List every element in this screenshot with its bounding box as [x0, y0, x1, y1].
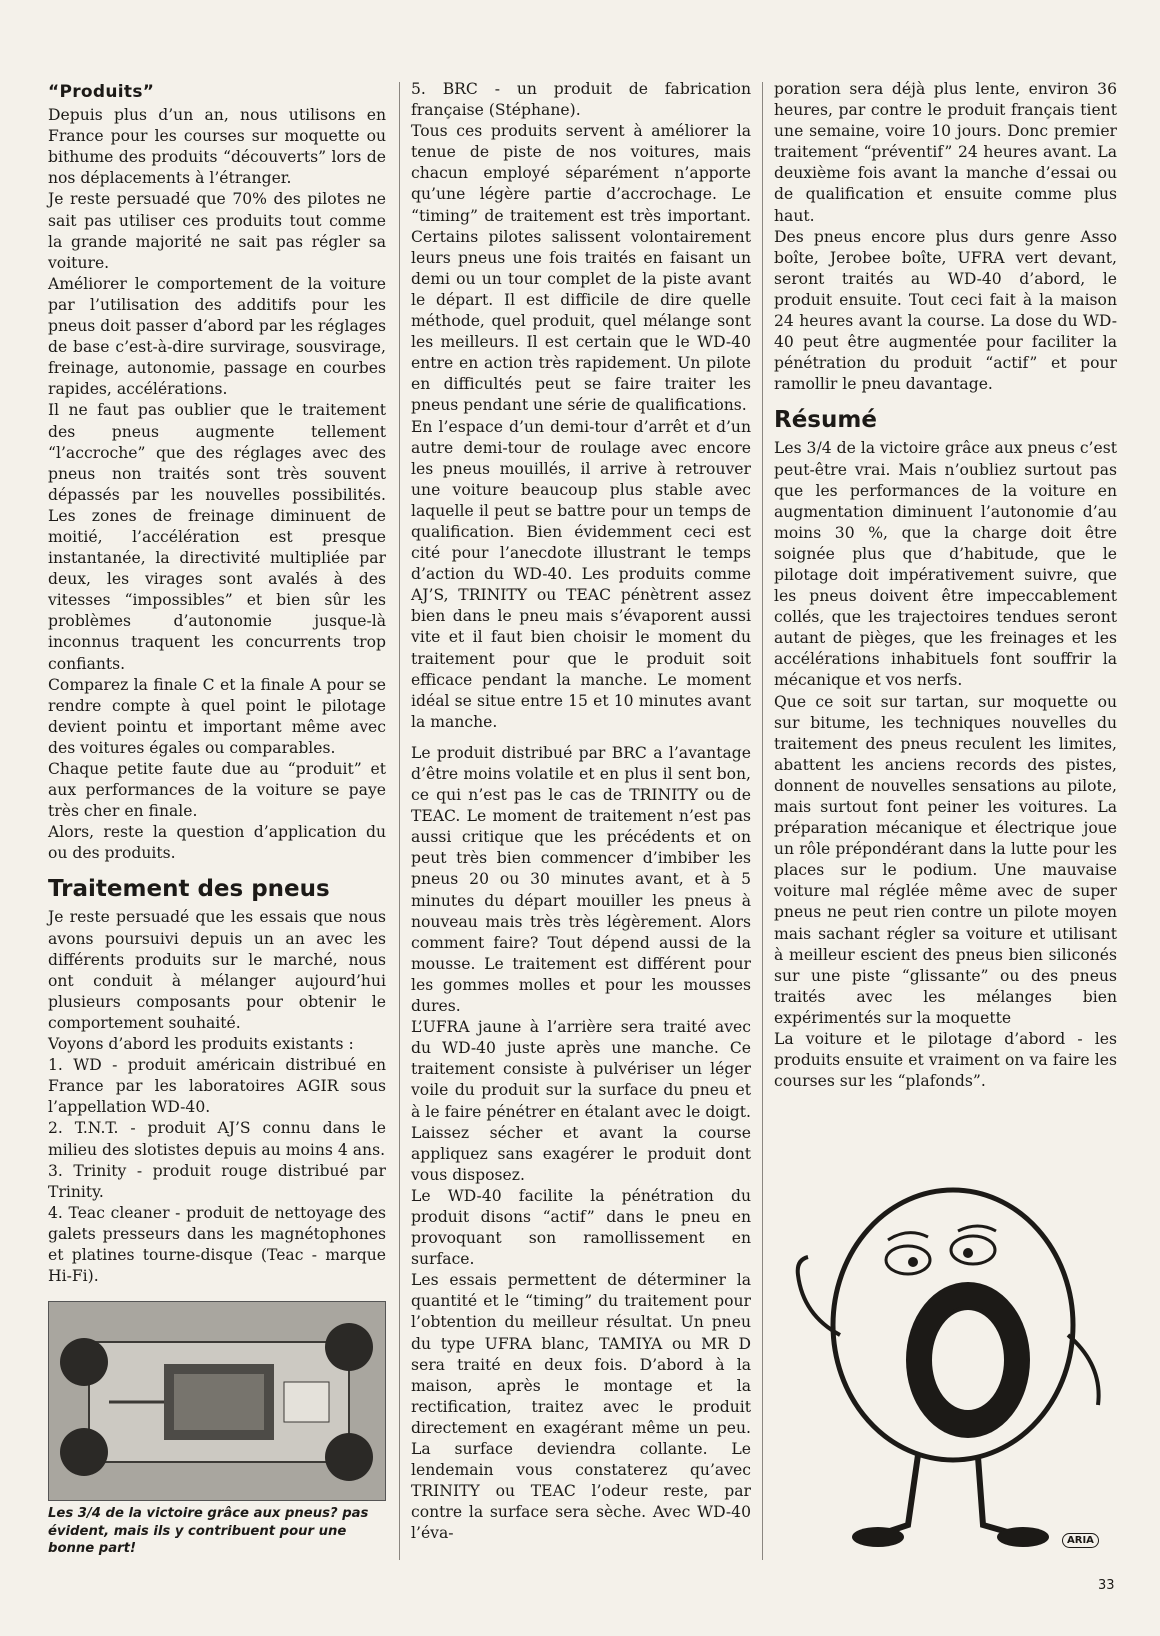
paragraph: Je reste persuadé que les essais que nous avons poursuivi depuis un an avec les différents produits sur le marché, nous ont conduit à mélanger aujourd’hui plusieurs composants pour obtenir le comportement souhaité. — [48, 908, 386, 1032]
paragraph: Depuis plus d’un an, nous utilisons en France pour les courses sur moquette ou bithume des produits “découverts” lors de nos déplacements à l’étranger. — [48, 106, 386, 188]
paragraph: Le WD-40 facilite la pénétration du produit disons “actif” dans le pneu en provoquant son ramollissement en surface. — [411, 1186, 751, 1269]
heading-produits: “Produits” — [48, 82, 155, 102]
paragraph: Il ne faut pas oublier que le traitement des pneus augmente tellement “l’accroche” que des réglages avec des pneus non traités sont très souvent dépassés par les nouvelles possibilités. Les zones de freinage diminuent de moitié, l’accélération est presque instantanée, la directivité multipliée par deux, les virages sont avalés à des vitesses “impossibles” et bien sûr les problèmes d’autonomie jusque-là inconnus traquent les concurrents trop confiants. — [48, 401, 386, 673]
heading-traitement-des-pneus: Traitement des pneus — [48, 876, 330, 903]
paragraph: Les 3/4 de la victoire grâce aux pneus c’est peut-être vrai. Mais n’oubliez surtout pas que les performances de la voiture en augmentation diminuent l’autonomie d’au moins 30 %, que la charge doit être soignée plus que d’habitude, que le pilotage doit impérativement suivre, que les pneus doivent être impeccablement collés, que les trajectoires tendues seront autant de pièges, que les freinages et les accélérations inhabituels font souffrir la mécanique et vos nerfs. — [774, 439, 1118, 690]
paragraph: Voyons d’abord les produits existants : — [48, 1035, 354, 1054]
column-2 — [411, 79, 751, 1544]
list-item: 2. T.N.T. - produit AJ’S connu dans le milieu des slotistes depuis au moins 4 ans. — [48, 1119, 386, 1159]
artist-signature: ARIA — [1062, 1533, 1099, 1548]
paragraph: Alors, reste la question d’application du ou des produits. — [48, 823, 386, 863]
list-item: 4. Teac cleaner - produit de nettoyage des galets presseurs dans les magnétophones et platines tourne-disque (Teac - marque Hi-Fi). — [48, 1203, 386, 1286]
photo-caption: Les 3/4 de la victoire grâce aux pneus? pas évident, mais ils y contribuent pour une bonne part! — [48, 1506, 369, 1557]
tire-cartoon-illustration — [778, 1165, 1128, 1565]
rc-car-chassis-photo — [48, 1301, 386, 1501]
paragraph: La voiture et le pilotage d’abord - les produits ensuite et vraiment on va faire les courses sur les “plafonds”. — [774, 1030, 1117, 1091]
paragraph: Comparez la finale C et la finale A pour se rendre compte à quel point le pilotage devient pointu et important même avec des voitures égales ou comparables. — [48, 675, 386, 757]
paragraph: Le produit distribué par BRC a l’avantage d’être moins volatile et en plus il sent bon, ce qui n’est pas le cas de TRINITY ou de TEAC. Le moment de traitement n’est pas aussi critique que les précédents et on peut très bien commencer d’imbiber les pneus 20 ou 30 minutes avant, et à 5 minutes du départ mouiller les pneus à nouveau mais très très légèrement. Alors comment faire? Tout dépend aussi de la mousse. Le traitement est différent pour les gommes molles et pour les mousses dures. — [411, 743, 751, 1016]
paragraph: En l’espace d’un demi-tour d’arrêt et d’un autre demi-tour de roulage avec encore les pneus mouillés, il arrive à retrouver une voiture beaucoup plus stable avec laquelle il peut se battre pour un temps de qualification. Bien évidemment ceci est cité pour l’anecdote illustrant le temps d’action du WD-40. Les produits comme AJ’S, TRINITY ou TEAC pénètrent assez bien dans le pneu mais s’évaporent aussi vite et il faut bien choisir le moment du traitement pour que le produit soit efficace pendant la manche. Le moment idéal se situe entre 15 et 10 minutes avant la manche. — [411, 417, 751, 731]
paragraph: Que ce soit sur tartan, sur moquette ou sur bitume, les techniques nouvelles du traitement des pneus reculent les limites, abattent les anciens records des pistes, donnent de nouvelles sensations au pilote, mais surtout font peiner les voitures. La préparation mécanique et électrique joue un rôle prépondérant dans la lutte pour les places sur le podium. Une mauvaise voiture mal réglée même avec de super pneus ne peut rien contre un pilote moyen mais sachant régler sa voiture et utilisant à meilleur escient des pneus bien siliconés sur une piste “glissante” ou des pneus traités avec les mélanges bien expérimentés sur la moquette — [774, 692, 1117, 1027]
paragraph: poration sera déjà plus lente, environ 36 heures, par contre le produit français tient une semaine, voire 10 jours. Donc premier traitement “préventif” 24 heures avant. La deuxième fois avant la manche d’essai ou de qualification et ensuite comme plus haut. — [774, 80, 1117, 225]
page-number: 33 — [1098, 1578, 1115, 1593]
paragraph: Des pneus encore plus durs genre Asso boîte, Jerobee boîte, UFRA vert devant, seront traités au WD-40 d’abord, le produit ensuite. Tout ceci fait à la maison 24 heures avant la course. La dose du WD-40 peut être augmentée pour faciliter la pénétration du produit “actif” et pour ramollir le pneu davantage. — [774, 227, 1117, 394]
column-1 — [48, 82, 386, 1558]
paragraph: Chaque petite faute due au “produit” et aux performances de la voiture se paye très cher en finale. — [48, 760, 386, 821]
list-item: 3. Trinity - produit rouge distribué par Trinity. — [48, 1161, 386, 1201]
column-divider-2 — [762, 82, 763, 1560]
list-item: 5. BRC - un produit de fabrication française (Stéphane). — [411, 80, 751, 120]
heading-resume: Résumé — [774, 407, 877, 434]
paragraph: L’UFRA jaune à l’arrière sera traité avec du WD-40 juste après une manche. Ce traitement consiste à pulvériser un léger voile du produit sur la surface du pneu et à le faire pénétrer en étalant avec le doigt. Laissez sécher et avant la course appliquez sans exagérer le produit dont vous disposez. — [411, 1018, 751, 1184]
list-item: 1. WD - produit américain distribué en France par les laboratoires AGIR sous l’appellation WD-40. — [48, 1056, 386, 1117]
column-divider-1 — [399, 82, 400, 1560]
paragraph: Les essais permettent de déterminer la quantité et le “timing” du traitement pour l’obtention du meilleur résultat. Un pneu du type UFRA blanc, TAMIYA ou MR D sera traité en deux fois. D’abord à la maison, après le montage et la rectification, traitez avec le produit directement en exagérant même un peu. La surface deviendra collante. Le lendemain vous constaterez qu’avec TRINITY ou TEAC l’odeur reste, par contre la surface sera sèche. Avec WD-40 l’éva- — [411, 1271, 751, 1543]
paragraph: Tous ces produits servent à améliorer la tenue de piste de nos voitures, mais chacun employé séparément n’apporte qu’une légère partie d’accrochage. Le “timing” de traitement est très important. Certains pilotes salissent volontairement leurs pneus une fois traités en faisant un demi ou un tour complet de la piste avant le départ. Il est difficile de dire quelle méthode, quel produit, quel mélange sont les meilleurs. Il est certain que le WD-40 entre en action très rapidement. Un pilote en difficultés peut se faire traiter les pneus pendant une série de qualifications. — [411, 122, 751, 415]
column-3 — [774, 79, 1117, 1092]
paragraph: Améliorer le comportement de la voiture par l’utilisation des additifs pour les pneus doit passer d’abord par les réglages de base c’est-à-dire survirage, sousvirage, freinage, autonomie, passage en courbes rapides, accélérations. — [48, 274, 386, 399]
paragraph: Je reste persuadé que 70% des pilotes ne sait pas utiliser ces produits tout comme la grande majorité ne sait pas régler sa voiture. — [48, 190, 386, 272]
chassis-illustration — [49, 1302, 385, 1500]
